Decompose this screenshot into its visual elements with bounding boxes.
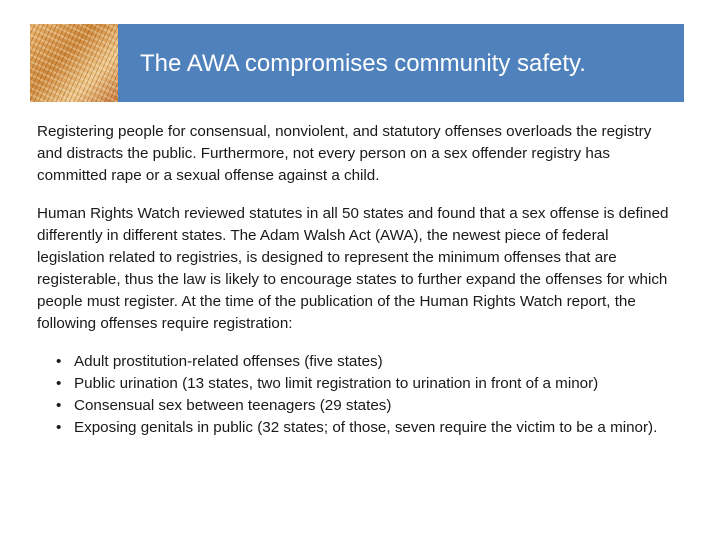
paragraph-hrw-review: Human Rights Watch reviewed statutes in all 50 states and found that a sex offense is defined differently in different states. The Adam Walsh Act (AWA), the newest piece of federal legislation related to registries, is designed to represent the minimum offenses that are registerable, thus the law is likely to encourage states to further expand the offenses for which people must register. At the time of the publication of the Human Rights Watch report, the following offenses require registration: <box>37 205 669 332</box>
list-item <box>37 351 677 373</box>
header-photo <box>30 24 118 102</box>
offense-list <box>37 351 677 439</box>
list-item-text: Public urination (13 states, two limit registration to urination in front of a minor) <box>74 375 599 392</box>
bullet-icon: • <box>56 375 62 392</box>
list-item <box>37 373 677 395</box>
slide-content <box>37 121 677 439</box>
paragraph-intro: Registering people for consensual, nonviolent, and statutory offenses overloads the registry and distracts the public. Furthermore, not every person on a sex offender registry has committed rape or a sexual offense against a child. <box>37 123 652 184</box>
list-item <box>37 395 677 417</box>
list-item-text: Consensual sex between teenagers (29 states) <box>74 397 392 414</box>
list-item-text: Exposing genitals in public (32 states; of those, seven require the victim to be a minor). <box>74 419 658 436</box>
list-item <box>37 417 677 439</box>
header-bar <box>30 24 684 102</box>
bullet-icon: • <box>56 397 62 414</box>
bullet-icon: • <box>56 353 62 370</box>
slide-title: The AWA compromises community safety. <box>140 50 586 77</box>
bullet-icon: • <box>56 419 62 436</box>
list-item-text: Adult prostitution-related offenses (five states) <box>74 353 383 370</box>
